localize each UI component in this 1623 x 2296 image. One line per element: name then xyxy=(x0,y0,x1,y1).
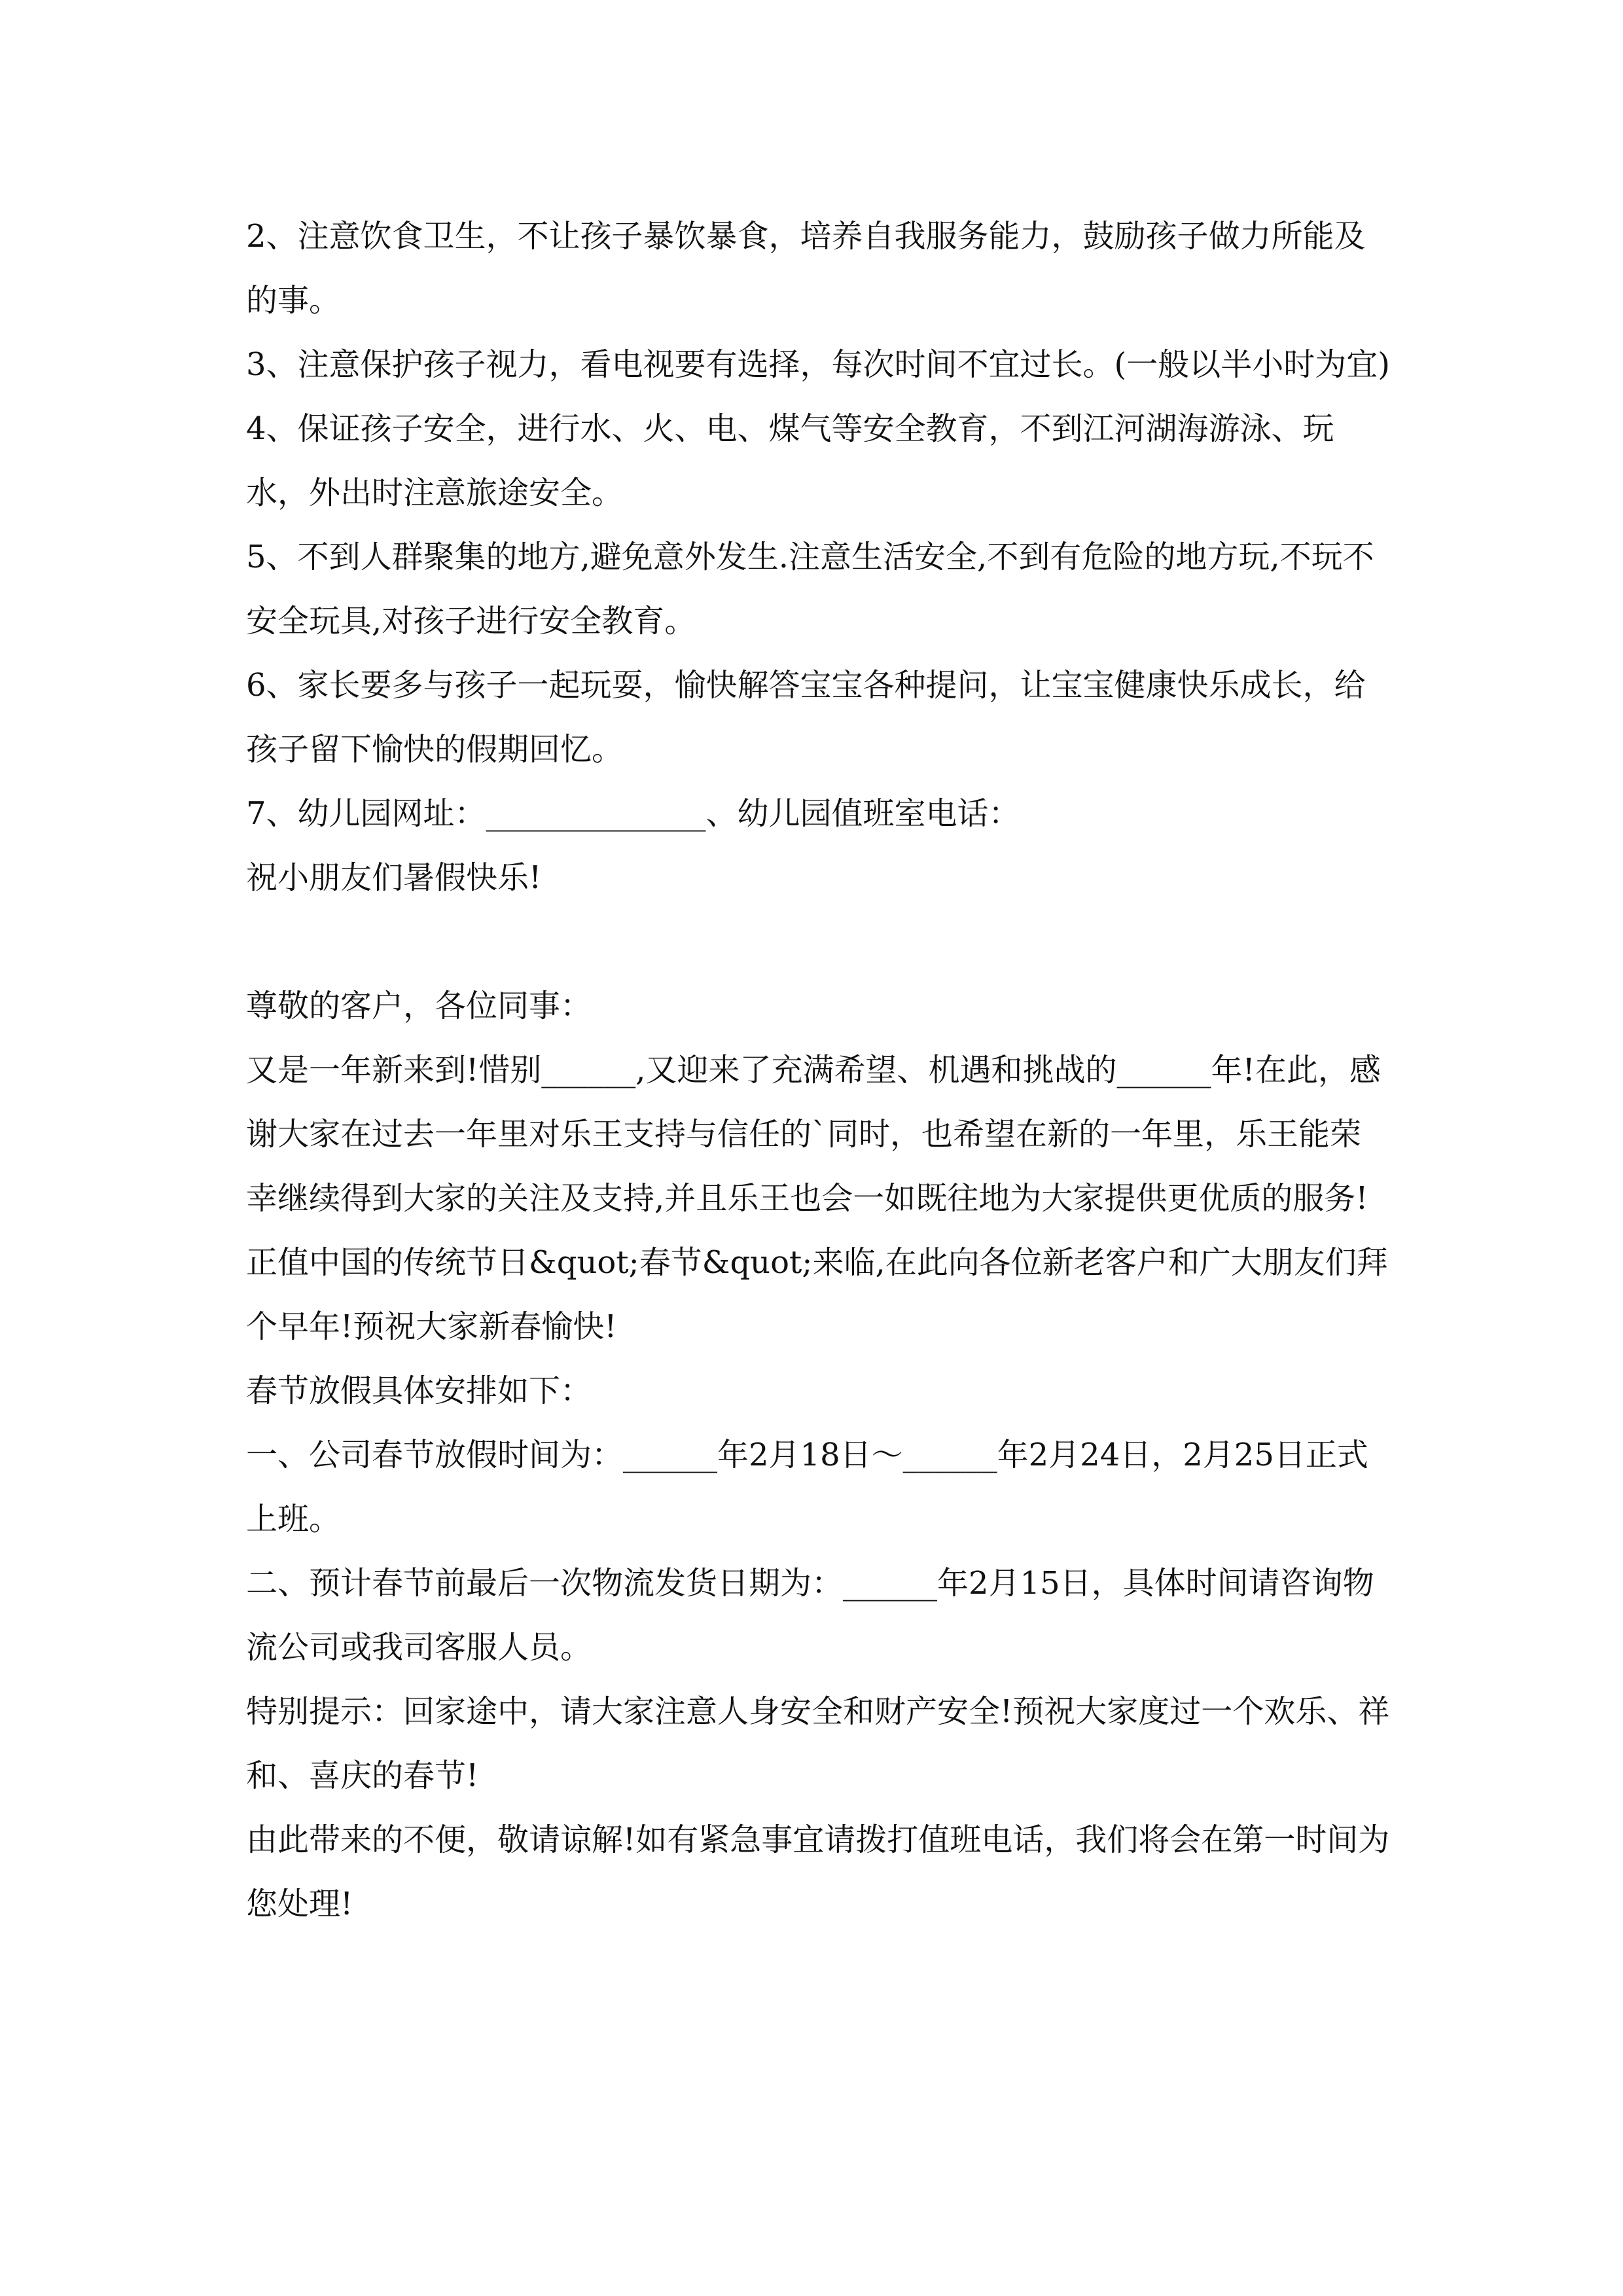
letter-paragraph-7: 由此带来的不便，敬请谅解!如有紧急事宜请拨打值班电话，我们将会在第一时间为您处理! xyxy=(246,1821,1390,1922)
letter-paragraph-2: 正值中国的传统节日&quot;春节&quot;来临,在此向各位新老客户和广大朋友们拜个早年!预祝大家新春愉快! xyxy=(246,1244,1388,1345)
letter-paragraph-1: 又是一年新来到!惜别______,又迎来了充满希望、机遇和挑战的______年!在此，感谢大家在过去一年里对乐王支持与信任的`同时，也希望在新的一年里，乐王能荣幸继续得到大家的关注及支持,并且乐王也会一如既往地为大家提供更优质的服务! xyxy=(246,1052,1381,1217)
notice-item-4: 4、保证孩子安全，进行水、火、电、煤气等安全教育，不到江河湖海游泳、玩水，外出时注意旅途安全。 xyxy=(246,410,1334,511)
notice-item-6: 6、家长要多与孩子一起玩耍，愉快解答宝宝各种提问，让宝宝健康快乐成长，给孩子留下愉快的假期回忆。 xyxy=(246,667,1366,768)
letter-paragraph-3: 春节放假具体安排如下： xyxy=(246,1372,592,1409)
section-gap xyxy=(246,910,1391,974)
notice-item-3: 3、注意保护孩子视力，看电视要有选择，每次时间不宜过长。(一般以半小时为宜) xyxy=(246,346,1390,383)
notice-item-5: 5、不到人群聚集的地方,避免意外发生.注意生活安全,不到有危险的地方玩,不玩不安全玩具,对孩子进行安全教育。 xyxy=(246,539,1374,639)
letter-paragraph-6: 特别提示：回家途中，请大家注意人身安全和财产安全!预祝大家度过一个欢乐、祥和、喜庆的春节! xyxy=(246,1693,1390,1794)
notice-closing: 祝小朋友们暑假快乐! xyxy=(246,859,542,896)
letter-paragraph-4: 一、公司春节放假时间为：______年2月18日～______年2月24日，2月25日正式上班。 xyxy=(246,1437,1368,1537)
notice-item-2: 2、注意饮食卫生，不让孩子暴饮暴食，培养自我服务能力，鼓励孩子做力所能及的事。 xyxy=(246,218,1366,319)
letter-greeting: 尊敬的客户，各位同事： xyxy=(246,988,592,1024)
document-body xyxy=(246,204,1391,1936)
notice-item-7: 7、幼儿园网址：______________、幼儿园值班室电话： xyxy=(246,795,1020,832)
letter-paragraph-5: 二、预计春节前最后一次物流发货日期为：______年2月15日，具体时间请咨询物流公司或我司客服人员。 xyxy=(246,1565,1374,1666)
